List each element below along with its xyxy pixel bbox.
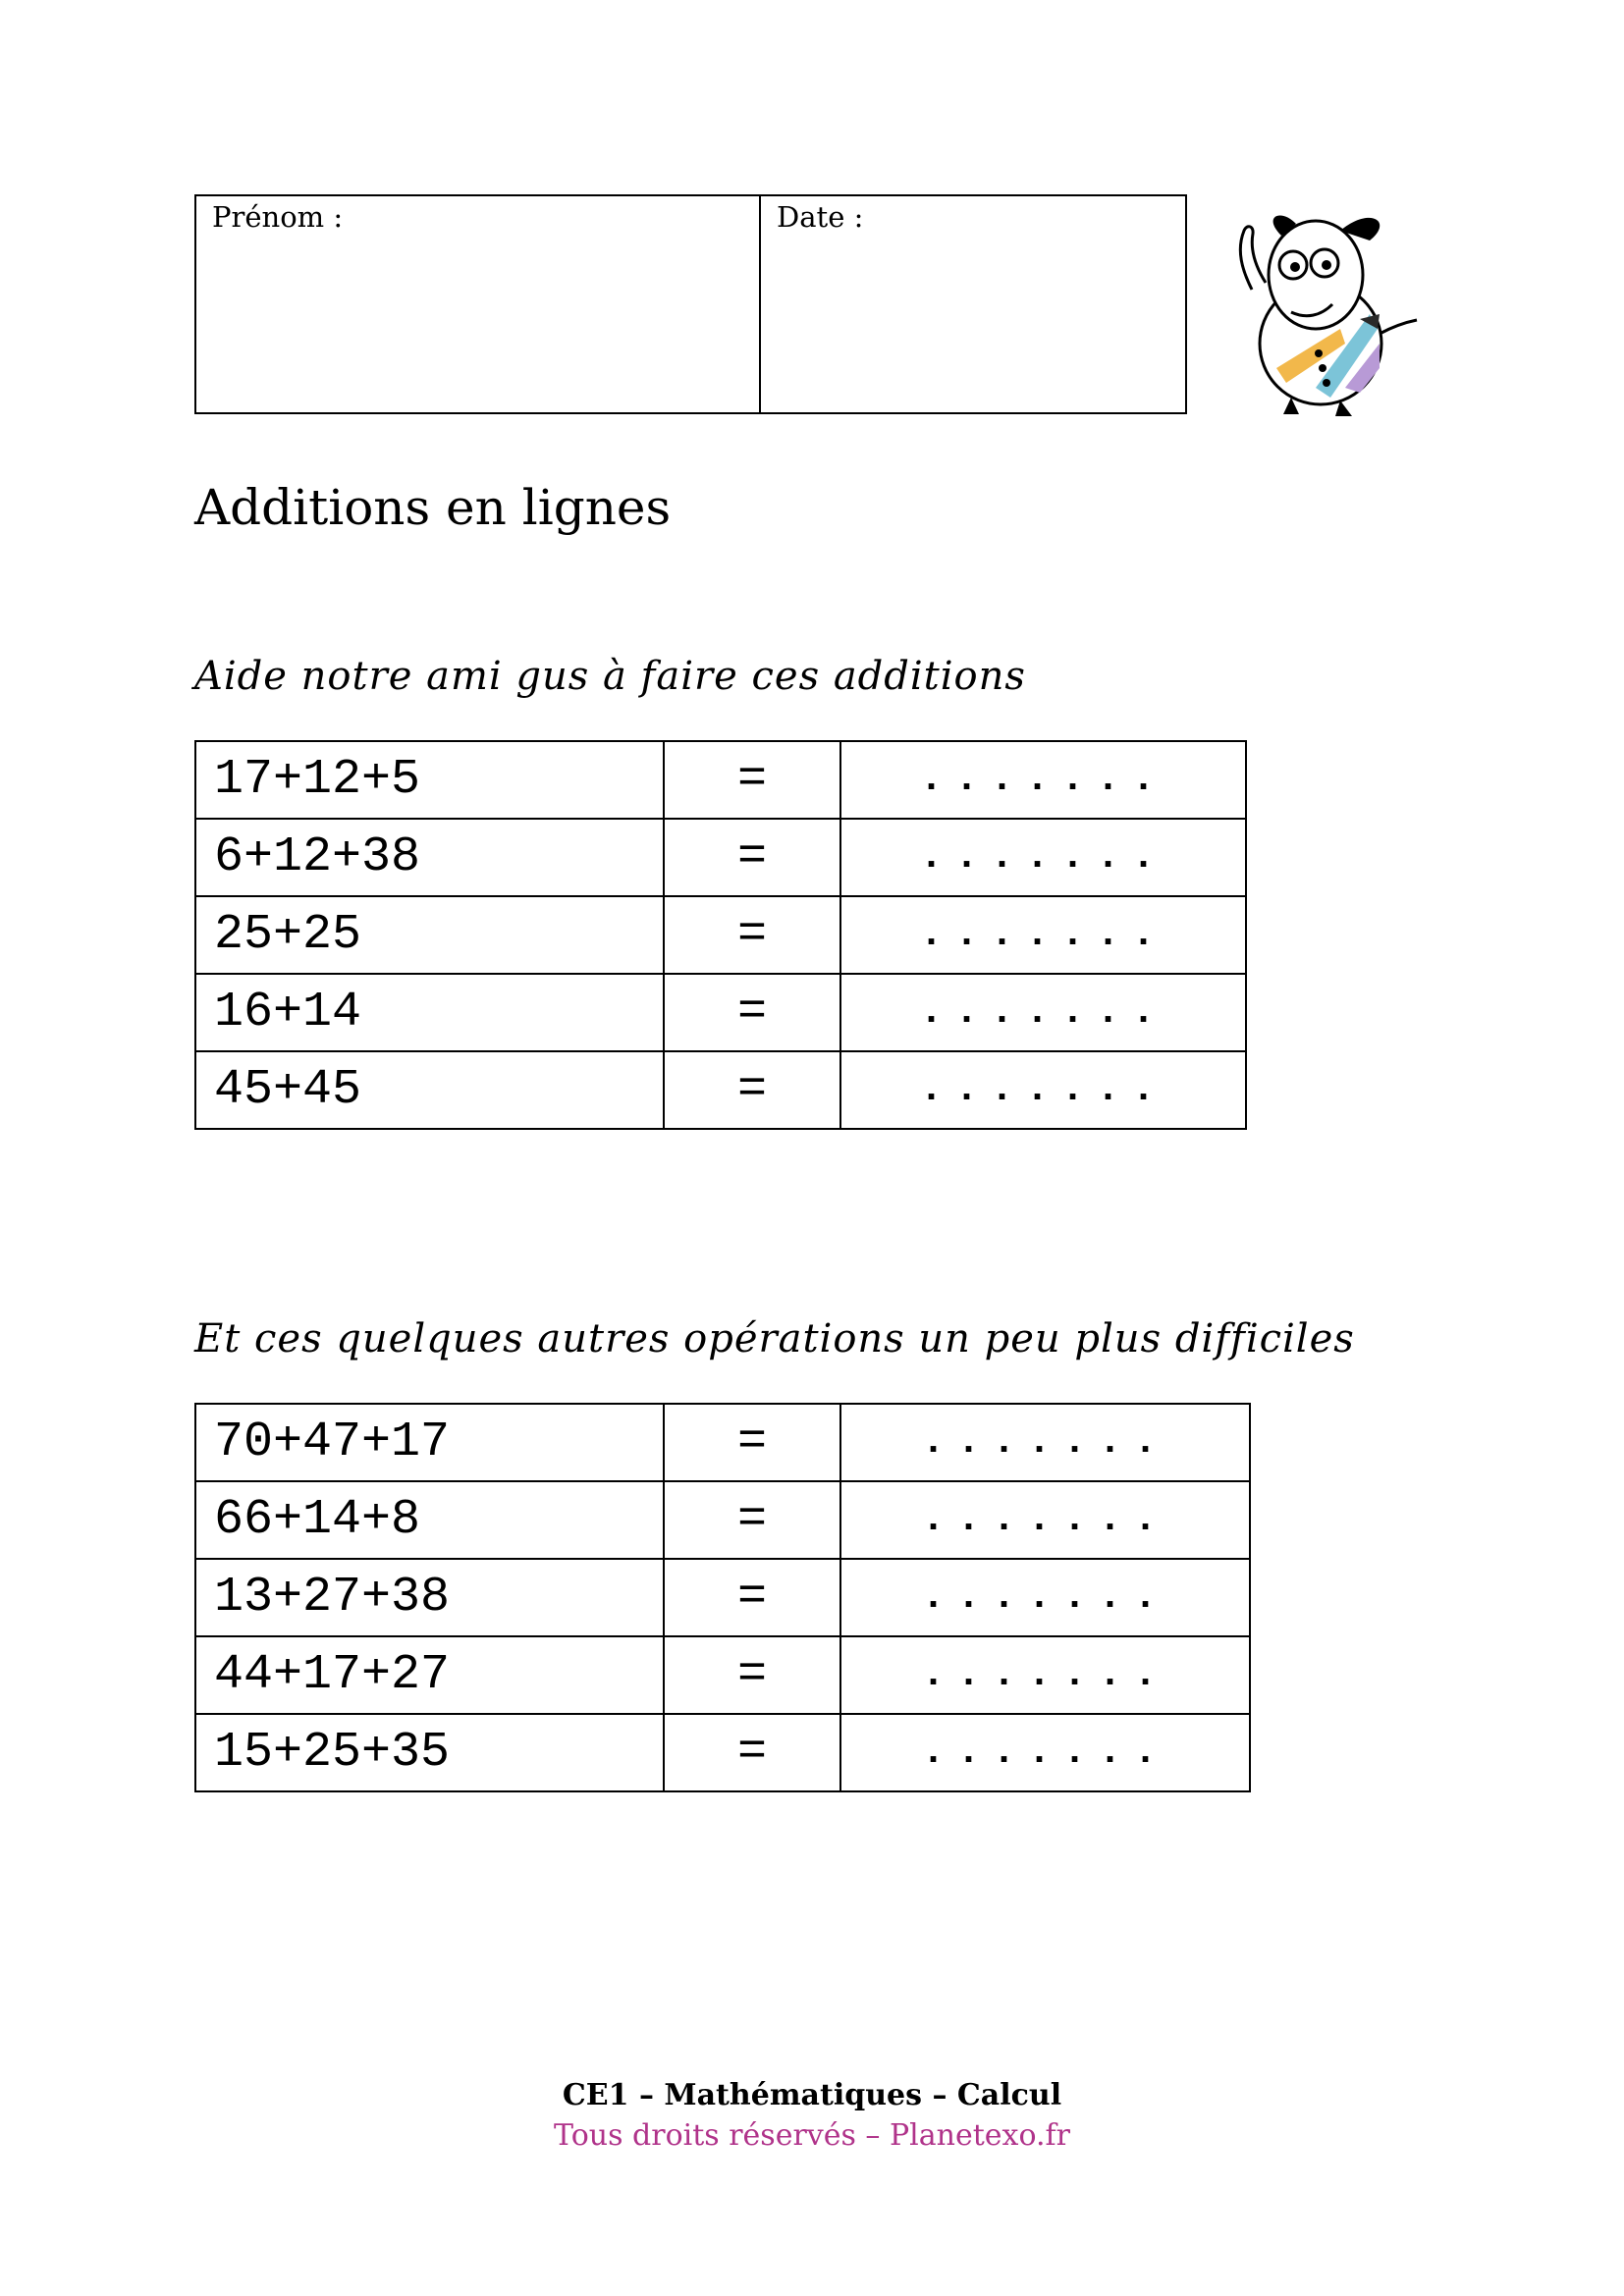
equals-cell: = [664, 1559, 840, 1636]
table-row [195, 819, 1246, 896]
page-title: Additions en lignes [194, 479, 672, 536]
name-date-box [194, 194, 1187, 414]
section2-instruction: Et ces quelques autres opérations un peu plus difficiles [194, 1316, 1355, 1362]
equals-cell: = [664, 741, 840, 819]
expression-cell: 16+14 [195, 974, 664, 1051]
expression-cell: 13+27+38 [195, 1559, 664, 1636]
expression-cell: 25+25 [195, 896, 664, 974]
section2-table [194, 1403, 1251, 1792]
equals-cell: = [664, 1404, 840, 1481]
table-row [195, 1714, 1250, 1791]
equals-cell: = [664, 896, 840, 974]
table-row [195, 1636, 1250, 1714]
date-field[interactable] [761, 196, 1185, 412]
expression-cell: 15+25+35 [195, 1714, 664, 1791]
prenom-field[interactable] [196, 196, 761, 412]
answer-cell[interactable]: ....... [840, 896, 1246, 974]
equals-cell: = [664, 1636, 840, 1714]
expression-cell: 45+45 [195, 1051, 664, 1129]
answer-cell[interactable]: ....... [840, 1636, 1250, 1714]
answer-cell[interactable]: ....... [840, 1051, 1246, 1129]
table-row [195, 741, 1246, 819]
table-row [195, 974, 1246, 1051]
table-row [195, 1404, 1250, 1481]
table-row [195, 896, 1246, 974]
expression-cell: 66+14+8 [195, 1481, 664, 1559]
equals-cell: = [664, 1481, 840, 1559]
expression-cell: 6+12+38 [195, 819, 664, 896]
table-row [195, 1051, 1246, 1129]
expression-cell: 17+12+5 [195, 741, 664, 819]
prenom-label: Prénom : [212, 200, 344, 234]
answer-cell[interactable]: ....... [840, 1559, 1250, 1636]
answer-cell[interactable]: ....... [840, 819, 1246, 896]
answer-cell[interactable]: ....... [840, 974, 1246, 1051]
equals-cell: = [664, 819, 840, 896]
answer-cell[interactable]: ....... [840, 1481, 1250, 1559]
date-label: Date : [777, 200, 864, 234]
answer-cell[interactable]: ....... [840, 1404, 1250, 1481]
table-row [195, 1481, 1250, 1559]
expression-cell: 44+17+27 [195, 1636, 664, 1714]
equals-cell: = [664, 1051, 840, 1129]
expression-cell: 70+47+17 [195, 1404, 664, 1481]
answer-cell[interactable]: ....... [840, 741, 1246, 819]
equals-cell: = [664, 1714, 840, 1791]
footer-copyright: Tous droits réservés – Planetexo.fr [554, 2118, 1070, 2153]
sheep-mascot-icon [1222, 196, 1429, 417]
section1-instruction: Aide notre ami gus à faire ces additions [194, 654, 1026, 699]
table-row [195, 1559, 1250, 1636]
answer-cell[interactable]: ....... [840, 1714, 1250, 1791]
section1-table [194, 740, 1247, 1130]
footer-course: CE1 – Mathématiques – Calcul [562, 2078, 1062, 2112]
equals-cell: = [664, 974, 840, 1051]
